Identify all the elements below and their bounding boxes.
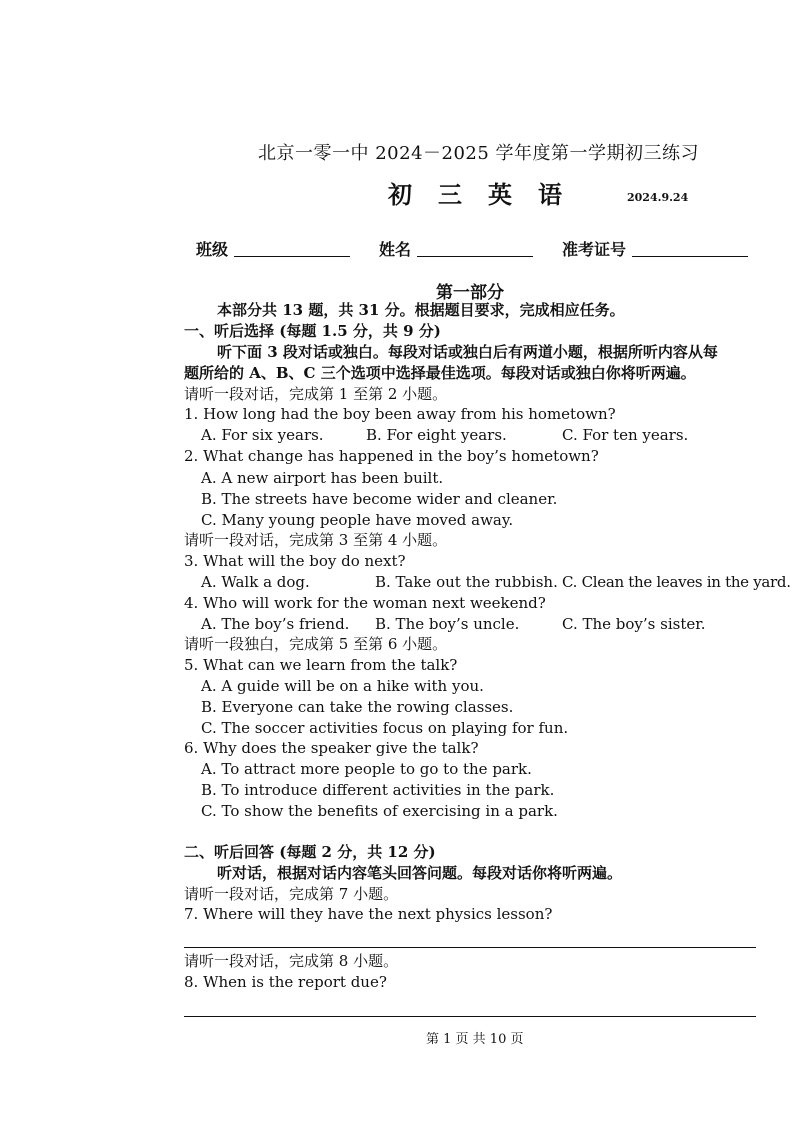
q6-option-c[interactable]: C. To show the benefits of exercising in a park. (201, 802, 558, 820)
question-6: 6. Why does the speaker give the talk? (184, 739, 479, 757)
question-5: 5. What can we learn from the talk? (184, 656, 458, 674)
subject-title: 初三英语 (388, 180, 588, 209)
q4-option-a[interactable]: A. The boy’s friend. (201, 615, 350, 633)
name-label: 姓名 (379, 240, 412, 259)
page-footer: 第 1 页 共 10 页 (426, 1032, 524, 1047)
answer-line-8[interactable] (184, 1016, 756, 1017)
exam-date: 2024.9.24 (627, 191, 689, 204)
part-heading: 第一部分 (436, 283, 504, 303)
exam-number-blank[interactable] (632, 255, 748, 257)
q5-option-b[interactable]: B. Everyone can take the rowing classes. (201, 698, 514, 716)
section1-instruction-1: 听下面 3 段对话或独白。每段对话或独白后有两道小题，根据所听内容从每 (217, 343, 718, 361)
q2-option-b[interactable]: B. The streets have become wider and cleaner. (201, 490, 558, 508)
q4-option-c[interactable]: C. The boy’s sister. (562, 615, 706, 633)
answer-line-7[interactable] (184, 947, 756, 948)
question-2: 2. What change has happened in the boy’s hometown? (184, 447, 599, 465)
group-instruction-1: 请听一段对话，完成第 1 至第 2 小题。 (184, 385, 448, 403)
question-4: 4. Who will work for the woman next weekend? (184, 594, 546, 612)
q3-option-b[interactable]: B. Take out the rubbish. (375, 573, 558, 591)
q5-option-c[interactable]: C. The soccer activities focus on playing for fun. (201, 719, 569, 737)
q4-option-b[interactable]: B. The boy’s uncle. (375, 615, 520, 633)
q1-option-c[interactable]: C. For ten years. (562, 426, 689, 444)
q2-option-a[interactable]: A. A new airport has been built. (201, 469, 444, 487)
q2-option-c[interactable]: C. Many young people have moved away. (201, 511, 514, 529)
question-8: 8. When is the report due? (184, 973, 387, 991)
question-1: 1. How long had the boy been away from his hometown? (184, 405, 616, 423)
section1-instruction-2: 题所给的 A、B、C 三个选项中选择最佳选项。每段对话或独白你将听两遍。 (184, 364, 696, 382)
class-field[interactable] (196, 237, 350, 260)
group-instruction-2: 请听一段对话，完成第 3 至第 4 小题。 (184, 531, 448, 549)
class-blank[interactable] (234, 255, 350, 257)
question-3: 3. What will the boy do next? (184, 552, 406, 570)
section2-instruction: 听对话，根据对话内容笔头回答问题。每段对话你将听两遍。 (217, 864, 623, 882)
q5-option-a[interactable]: A. A guide will be on a hike with you. (201, 677, 484, 695)
group-instruction-3: 请听一段独白，完成第 5 至第 6 小题。 (184, 635, 448, 653)
group-instruction-7: 请听一段对话，完成第 7 小题。 (184, 885, 399, 903)
name-blank[interactable] (417, 255, 533, 257)
section2-title: 二、听后回答 (每题 2 分，共 12 分) (184, 843, 436, 861)
exam-number-field[interactable] (562, 237, 748, 260)
name-field[interactable] (379, 237, 533, 260)
group-instruction-8: 请听一段对话，完成第 8 小题。 (184, 952, 399, 970)
q3-option-c[interactable]: C. Clean the leaves in the yard. (562, 573, 791, 591)
q1-option-b[interactable]: B. For eight years. (366, 426, 507, 444)
part-intro: 本部分共 13 题，共 31 分。根据题目要求，完成相应任务。 (217, 301, 625, 319)
q1-option-a[interactable]: A. For six years. (201, 426, 324, 444)
class-label: 班级 (196, 240, 229, 259)
q6-option-a[interactable]: A. To attract more people to go to the park. (201, 760, 532, 778)
section1-title: 一、听后选择 (每题 1.5 分，共 9 分) (184, 322, 441, 340)
exam-title: 北京一零一中 2024－2025 学年度第一学期初三练习 (258, 143, 700, 164)
q6-option-b[interactable]: B. To introduce different activities in the park. (201, 781, 555, 799)
question-7: 7. Where will they have the next physics lesson? (184, 905, 553, 923)
exam-number-label: 准考证号 (562, 240, 627, 259)
q3-option-a[interactable]: A. Walk a dog. (201, 573, 310, 591)
